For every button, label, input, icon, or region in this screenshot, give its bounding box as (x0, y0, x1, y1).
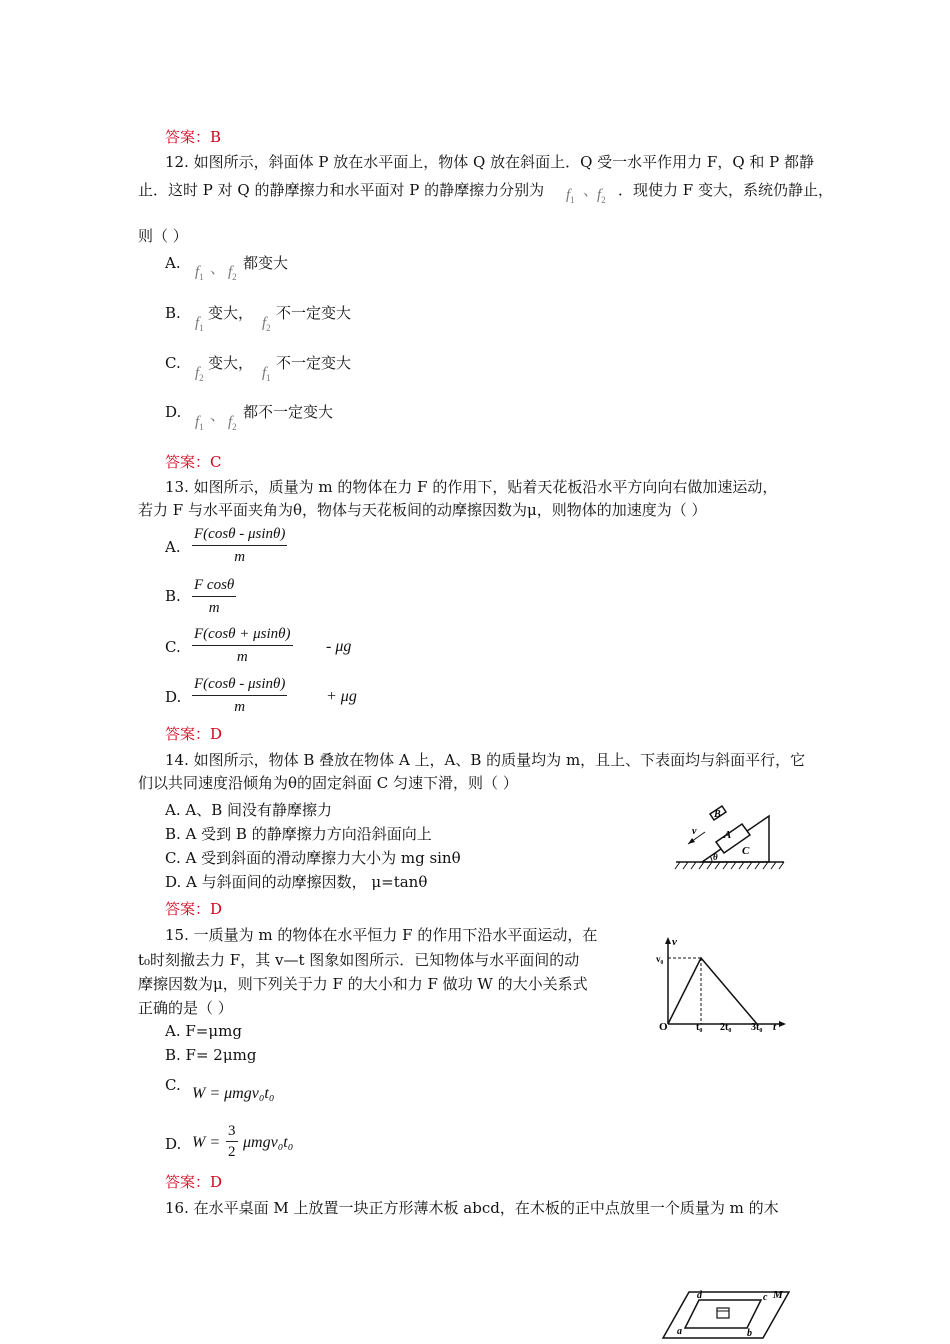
q12-option-d-label: D. (165, 403, 182, 421)
t-axis-arrowhead (779, 1021, 786, 1027)
q12-option-c-text1: 变大， (208, 354, 254, 372)
q16-board-figure (655, 1286, 795, 1340)
q14-option-c: C. A 受到斜面的滑动摩擦力大小为 mg sinθ (165, 849, 461, 867)
label-o: O (659, 1021, 668, 1032)
q15-stem-line1: 15. 一质量为 m 的物体在水平恒力 F 的作用下沿水平面运动，在 (165, 926, 598, 944)
q15-stem-line2: t₀时刻撤去力 F，其 v—t 图象如图所示．已知物体与水平面间的动 (138, 951, 580, 969)
q12-answer: 答案：C (165, 453, 222, 471)
q14-stem-line1: 14. 如图所示，物体 B 叠放在物体 A 上，A、B 的质量均为 m，且上、下表面均与斜面平行，它 (165, 751, 806, 769)
label-m: M (773, 1289, 783, 1301)
label-c: c (763, 1292, 768, 1303)
label-t0: t₀ (696, 1022, 703, 1032)
q12-stem-line3: 则（ ） (138, 227, 188, 245)
q13-a-denominator: m (234, 549, 246, 565)
q12-f1-symbol: $f_1$ (566, 187, 575, 205)
q13-a-numerator: F(cosθ - μsinθ) (192, 523, 287, 546)
q13-b-denominator: m (208, 600, 220, 616)
q16-stem-line1: 16. 在水平桌面 M 上放置一块正方形薄木板 abcd，在木板的正中点放里一个质量为 m 的木 (165, 1199, 779, 1217)
q13-option-d-tail: + μg (326, 688, 357, 705)
label-v0: v₀ (656, 954, 664, 964)
q13-option-d-fraction (192, 673, 287, 718)
q13-b-numerator: F cosθ (192, 574, 236, 597)
label-v: v (692, 826, 697, 837)
q15-option-d-fraction (226, 1121, 238, 1162)
q14-option-d: D. A 与斜面间的动摩擦因数， μ=tanθ (165, 873, 428, 891)
q13-c-numerator: F(cosθ + μsinθ) (192, 623, 293, 646)
q13-d-denominator: m (234, 699, 246, 715)
q12-option-b-text2: 不一定变大 (276, 304, 352, 322)
q15-stem-line3: 摩擦因数为μ，则下列关于力 F 的大小和力 F 做功 W 的大小关系式 (138, 975, 588, 993)
q13-option-b-fraction (192, 574, 236, 619)
q14-stem-line2: 们以共同速度沿倾角为θ的固定斜面 C 匀速下滑，则（ ） (138, 774, 518, 792)
q13-d-numerator: F(cosθ - μsinθ) (192, 673, 287, 696)
q15-option-d-lhs: W = (192, 1134, 221, 1151)
q12-b-f1: $f_1$ (195, 315, 204, 333)
label-d: d (697, 1290, 702, 1301)
q12-f2-symbol: $f_2$ (597, 187, 606, 205)
q12-option-a-label: A. (165, 254, 181, 272)
q12-option-b-text1: 变大， (208, 304, 254, 322)
q12-a-f1: $f_1$ (195, 264, 204, 282)
angle-arc (710, 856, 712, 862)
q12-a-sep: 、 (210, 259, 226, 277)
q14-option-b: B. A 受到 B 的静摩擦力方向沿斜面向上 (165, 825, 432, 843)
label-t: t (773, 1021, 777, 1032)
q13-stem-line1: 13. 如图所示，质量为 m 的物体在力 F 的作用下，贴着天花板沿水平方向向右做加速运动， (165, 478, 778, 496)
small-block (717, 1308, 729, 1318)
label-b: B (714, 809, 721, 820)
q13-option-c-fraction (192, 623, 293, 668)
q12-d-f1: $f_1$ (195, 414, 204, 432)
q13-answer: 答案：D (165, 725, 223, 743)
q15-d-numerator: 3 (226, 1121, 238, 1142)
q12-sep: 、 (583, 181, 599, 199)
q13-option-c-label: C. (165, 638, 181, 656)
v-axis-arrowhead (665, 937, 671, 944)
q12-c-f2: $f_2$ (195, 365, 204, 383)
q15-answer: 答案：D (165, 1173, 223, 1191)
q13-option-b-label: B. (165, 587, 181, 605)
q15-option-c-equation: W = μmgv₀t₀ (192, 1085, 275, 1102)
q15-d-denominator: 2 (228, 1144, 236, 1160)
q15-option-b: B. F= 2μmg (165, 1046, 257, 1064)
label-c: C (742, 845, 750, 857)
q12-option-a-text: 都变大 (243, 254, 289, 272)
q13-option-a-fraction (192, 523, 287, 568)
q15-option-d-rhs: μmgv₀t₀ (243, 1134, 294, 1151)
q12-d-f2: $f_2$ (228, 414, 237, 432)
q13-option-a-label: A. (165, 538, 181, 556)
q14-option-a: A. A、B 间没有静摩擦力 (165, 801, 332, 819)
q12-option-d-text: 都不一定变大 (243, 403, 334, 421)
label-a: a (677, 1326, 682, 1337)
label-2t0: 2t₀ (720, 1022, 732, 1032)
q13-stem-line2: 若力 F 与水平面夹角为θ，物体与天花板间的动摩擦因数为μ，则物体的加速度为（ ） (138, 501, 707, 519)
label-3t0: 3t₀ (751, 1022, 763, 1032)
q14-answer: 答案：D (165, 900, 223, 918)
q12-d-sep: 、 (210, 406, 226, 424)
q15-stem-line4: 正确的是（ ） (138, 999, 233, 1017)
q13-option-d-label: D. (165, 688, 182, 706)
q12-option-c-label: C. (165, 354, 181, 372)
label-b: b (747, 1328, 752, 1339)
q15-option-a: A. F=μmg (165, 1022, 242, 1040)
q11-answer: 答案：B (165, 128, 222, 146)
q12-a-f2: $f_2$ (228, 264, 237, 282)
q13-option-c-tail: - μg (326, 638, 352, 655)
label-v: v (672, 936, 677, 948)
q12-option-c-text2: 不一定变大 (276, 354, 352, 372)
vt-line (668, 958, 757, 1024)
q12-c-f1: $f_1$ (262, 365, 271, 383)
q14-incline-figure (672, 798, 790, 872)
q12-b-f2: $f_2$ (262, 315, 271, 333)
q15-vt-graph (656, 932, 790, 1032)
q12-stem-line2a: 止．这时 P 对 Q 的静摩擦力和水平面对 P 的静摩擦力分别为 (138, 181, 545, 199)
q12-option-b-label: B. (165, 304, 181, 322)
velocity-arrowhead (688, 838, 695, 844)
q15-option-c-label: C. (165, 1076, 181, 1094)
label-a: A (724, 829, 732, 841)
q13-c-denominator: m (236, 649, 248, 665)
q12-stem-line1: 12. 如图所示，斜面体 P 放在水平面上，物体 Q 放在斜面上．Q 受一水平作用力 F，Q 和 P 都静 (165, 153, 815, 171)
label-theta: θ (713, 852, 718, 862)
ground-hatching (675, 862, 784, 869)
q15-option-d-label: D. (165, 1135, 182, 1153)
q12-stem-line2b: ．现使力 F 变大，系统仍静止， (618, 181, 833, 199)
